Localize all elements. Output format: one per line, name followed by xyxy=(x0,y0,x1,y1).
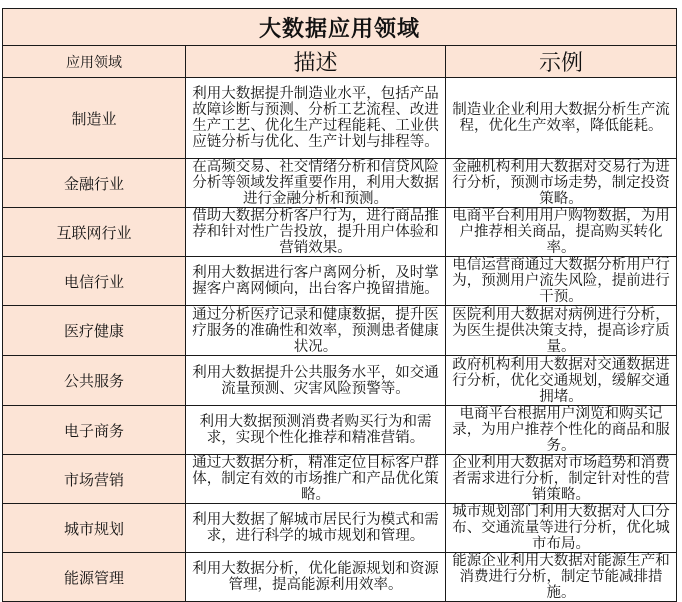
example-cell: 企业利用大数据对市场趋势和消费者需求进行分析，制定针对性的营销策略。 xyxy=(446,455,677,504)
header-example: 示例 xyxy=(446,46,677,78)
description-cell: 通过分析医疗记录和健康数据，提升医疗服务的准确性和效率，预测患者健康状况。 xyxy=(186,306,446,356)
area-cell: 城市规划 xyxy=(3,504,186,553)
header-description: 描述 xyxy=(186,46,446,78)
header-area: 应用领域 xyxy=(3,46,186,78)
description-cell: 利用大数据了解城市居民行为模式和需求，进行科学的城市规划和管理。 xyxy=(186,504,446,553)
description-cell: 在高频交易、社交情绪分析和信贷风险分析等领域发挥重要作用，利用大数据进行金融分析和预测。 xyxy=(186,159,446,208)
table-row xyxy=(3,257,677,306)
example-cell: 电商平台根据用户浏览和购买记录，为用户推荐个性化的商品和服务。 xyxy=(446,406,677,455)
area-cell: 电信行业 xyxy=(3,257,186,306)
description-cell: 利用大数据提升公共服务水平，如交通流量预测、灾害风险预警等。 xyxy=(186,356,446,406)
example-cell: 制造业企业利用大数据分析生产流程，优化生产效率，降低能耗。 xyxy=(446,78,677,159)
example-cell: 医院利用大数据对病例进行分析，为医生提供决策支持，提高诊疗质量。 xyxy=(446,306,677,356)
description-cell: 通过大数据分析，精准定位目标客户群体，制定有效的市场推广和产品优化策略。 xyxy=(186,455,446,504)
area-cell: 互联网行业 xyxy=(3,208,186,257)
example-cell: 城市规划部门利用大数据对人口分布、交通流量等进行分析，优化城市布局。 xyxy=(446,504,677,553)
table-row xyxy=(3,406,677,455)
table-row xyxy=(3,306,677,356)
area-cell: 金融行业 xyxy=(3,159,186,208)
table-row xyxy=(3,553,677,602)
header-row xyxy=(3,46,677,78)
table-row xyxy=(3,78,677,159)
area-cell: 公共服务 xyxy=(3,356,186,406)
example-cell: 金融机构利用大数据对交易行为进行分析，预测市场走势，制定投资策略。 xyxy=(446,159,677,208)
example-cell: 电信运营商通过大数据分析用户行为，预测用户流失风险，提前进行干预。 xyxy=(446,257,677,306)
description-cell: 借助大数据分析客户行为，进行商品推荐和针对性广告投放，提升用户体验和营销效果。 xyxy=(186,208,446,257)
area-cell: 医疗健康 xyxy=(3,306,186,356)
big-data-applications-table xyxy=(2,8,677,602)
example-cell: 能源企业利用大数据对能源生产和消费进行分析，制定节能减排措施。 xyxy=(446,553,677,602)
table-row xyxy=(3,208,677,257)
description-cell: 利用大数据提升制造业水平，包括产品故障诊断与预测、分析工艺流程、改进生产工艺、优化生产过程能耗、工业供应链分析与优化、生产计划与排程等。 xyxy=(186,78,446,159)
area-cell: 市场营销 xyxy=(3,455,186,504)
area-cell: 电子商务 xyxy=(3,406,186,455)
area-cell: 制造业 xyxy=(3,78,186,159)
example-cell: 电商平台利用用户购物数据，为用户推荐相关商品，提高购买转化率。 xyxy=(446,208,677,257)
table-row xyxy=(3,159,677,208)
description-cell: 利用大数据进行客户离网分析，及时掌握客户离网倾向，出台客户挽留措施。 xyxy=(186,257,446,306)
area-cell: 能源管理 xyxy=(3,553,186,602)
table-row xyxy=(3,356,677,406)
description-cell: 利用大数据分析，优化能源规划和资源管理，提高能源利用效率。 xyxy=(186,553,446,602)
table-row xyxy=(3,504,677,553)
example-cell: 政府机构利用大数据对交通数据进行分析，优化交通规划，缓解交通拥堵。 xyxy=(446,356,677,406)
table-title: 大数据应用领域 xyxy=(3,9,677,46)
description-cell: 利用大数据预测消费者购买行为和需求，实现个性化推荐和精准营销。 xyxy=(186,406,446,455)
title-row xyxy=(3,9,677,46)
table-row xyxy=(3,455,677,504)
